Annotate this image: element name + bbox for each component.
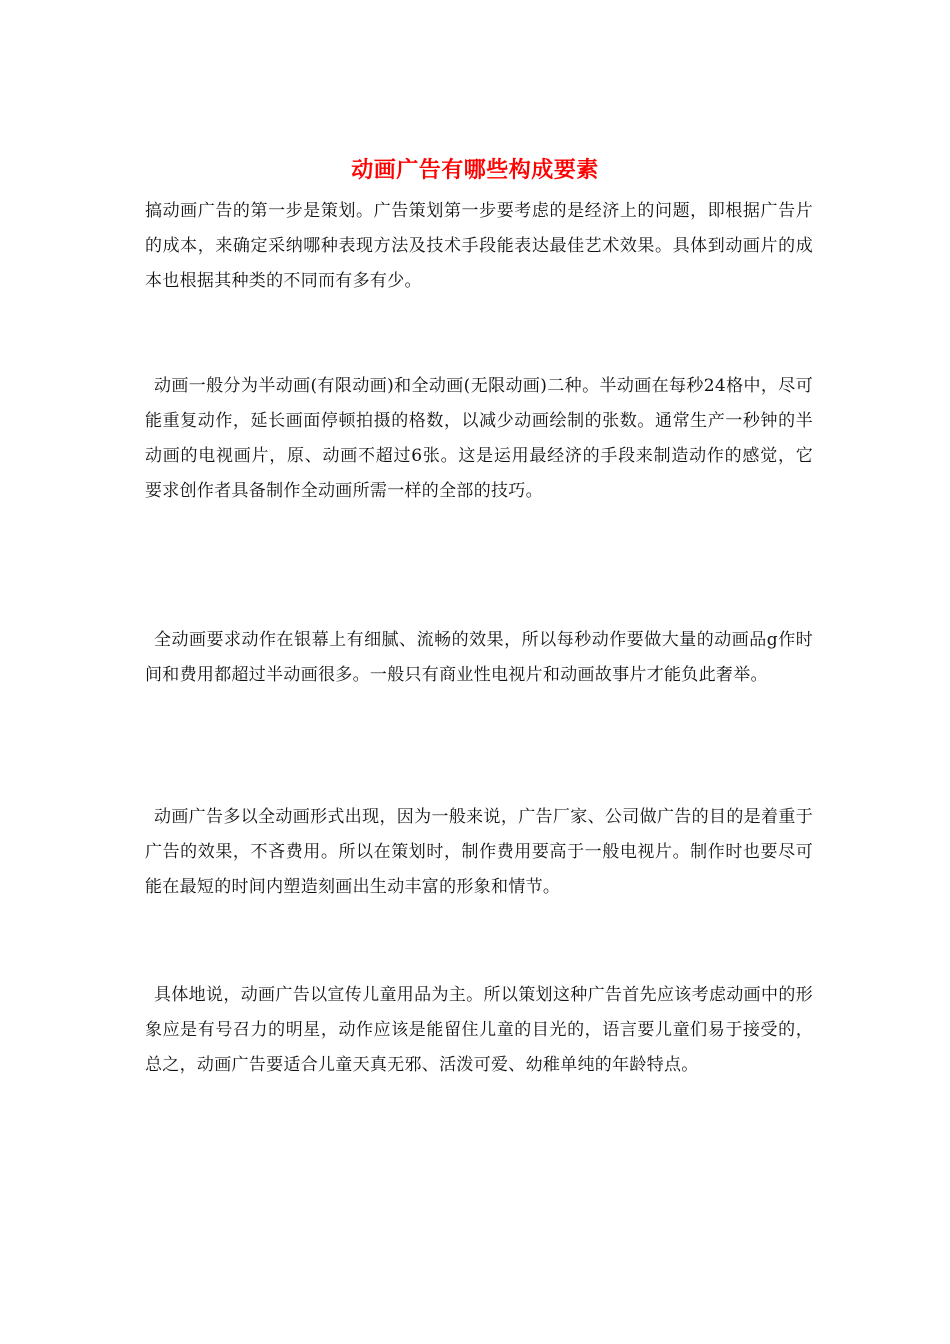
paragraph-ad-format: 动画广告多以全动画形式出现，因为一般来说，广告厂家、公司做广告的目的是着重于广告的效果，不吝费用。所以在策划时，制作费用要高于一般电视片。制作时也要尽可能在最短的时间内塑造刻画出生动丰富的形象和情节。 [145,807,813,897]
paragraph-children-products: 具体地说，动画广告以宣传儿童用品为主。所以策划这种广告首先应该考虑动画中的形象应是有号召力的明星，动作应该是能留住儿童的目光的，语言要儿童们易于接受的，总之，动画广告要适合儿童天真无邪、活泼可爱、幼稚单纯的年龄特点。 [145,985,813,1075]
paragraph-full-animation: 全动画要求动作在银幕上有细腻、流畅的效果，所以每秒动作要做大量的动画品g作时间和费用都超过半动画很多。一般只有商业性电视片和动画故事片才能负此奢举。 [145,630,813,685]
page-title: 动画广告有哪些构成要素 [351,157,599,183]
paragraph-animation-types: 动画一般分为半动画(有限动画)和全动画(无限动画)二种。半动画在每秒24格中，尽可能重复动作，延长画面停顿拍摄的格数，以减少动画绘制的张数。通常生产一秒钟的半动画的电视画片，原、动画不超过6张。这是运用最经济的手段来制造动作的感觉，它要求创作者具备制作全动画所需一样的全部的技巧。 [145,376,813,501]
paragraph-planning: 搞动画广告的第一步是策划。广告策划第一步要考虑的是经济上的问题，即根据广告片的成本，来确定采纳哪种表现方法及技术手段能表达最佳艺术效果。具体到动画片的成本也根据其种类的不同而有多有少。 [145,201,813,291]
